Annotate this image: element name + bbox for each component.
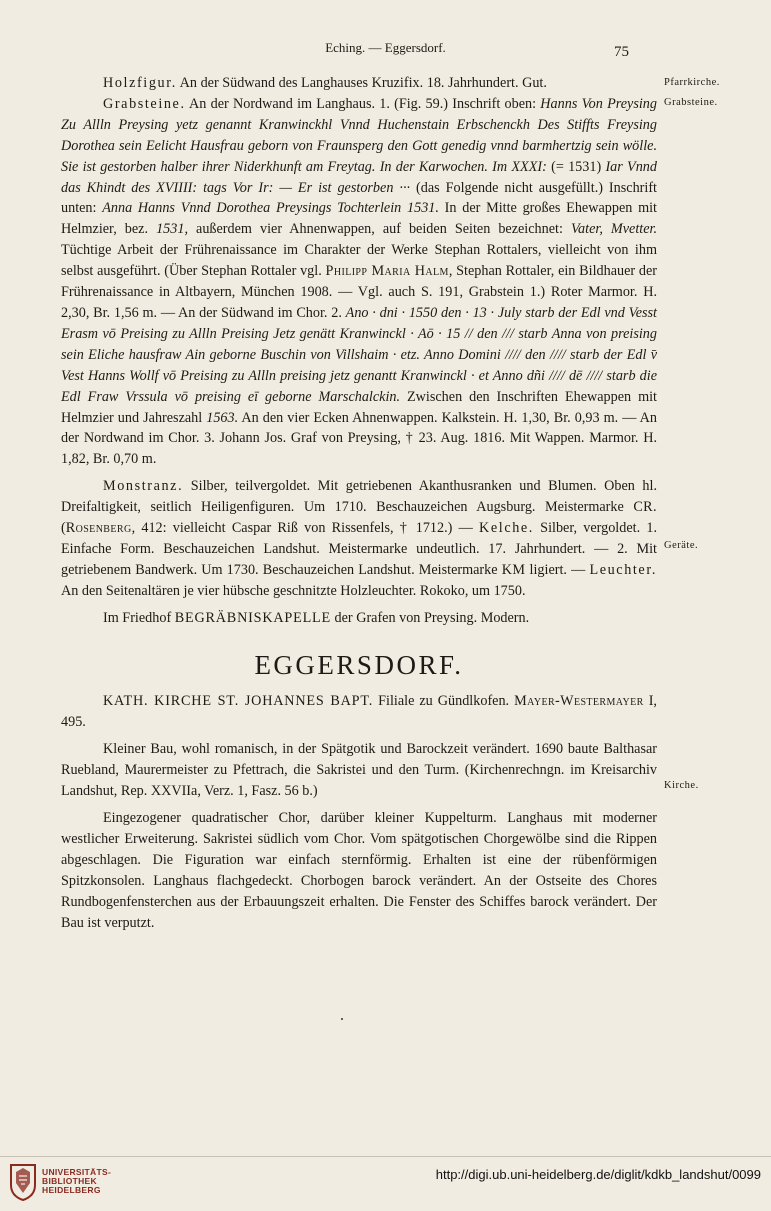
monstranz-label: Monstranz. xyxy=(103,478,184,495)
margin-note-geraete: Geräte. xyxy=(664,540,699,551)
paragraph-bau-2: Eingezogener quadratischer Chor, darüber kleiner Kuppelturm. Langhaus mit moderner westlicher Erweiterung. Sakristei südlich vom Chor. Vom spätgotischen Chorgewölbe sind die Rippen abgeschlagen. Die Figuration war einfach sternförmig. Erhalten ist eine der rübenförmigen Spitzkonsolen. Langhaus flachgedeckt. Chorbogen barock verändert. An der Ostseite des Chores Rundbogenfensterchen aus der Erbauungszeit erhalten. Die Fenster des Schiffes barock verändert. Der Bau ist verputzt. xyxy=(61,810,657,931)
friedhof-label: BEGRÄBNISKAPELLE xyxy=(174,609,331,626)
kelche-label: Kelche. xyxy=(479,520,534,537)
paragraph-monstranz xyxy=(61,476,657,601)
page-number: 75 xyxy=(614,44,629,60)
paragraph-grabsteine xyxy=(61,94,657,470)
monstranz-text-3: , 412: vielleicht Caspar Riß von Rissenfels, † 1712.) — xyxy=(131,520,480,537)
holzfigur-text: An der Südwand des Langhauses Kruzifix. 18. Jahrhundert. Gut. xyxy=(176,75,547,91)
margin-note-kirche: Kirche. xyxy=(664,780,699,791)
leuchter-label: Leuchter. xyxy=(589,561,658,578)
kirche-text: Filiale zu Gündlkofen. xyxy=(373,693,515,710)
library-name xyxy=(42,1168,111,1195)
paragraph-kirche xyxy=(61,691,657,733)
paragraph-bau-1: Kleiner Bau, wohl romanisch, in der Spätgotik und Barockzeit verändert. 1690 baute Balthasar Ruebland, Maurermeister zu Pfettrach, die Sakristei und den Turm. (Kirchenrechngn. im Kreisarchiv Landshut, Rep. XXVIIa, Verz. 1, Fasz. 56 b.) xyxy=(61,741,657,800)
library-line-1: UNIVERSITÄTS- xyxy=(42,1167,112,1177)
text-5: Zwischen den Inschriften Ehewappen mit Helmzier und Jahreszahl xyxy=(61,388,658,426)
leuchter-text: An den Seitenaltären je vier hübsche geschnitzte Holzleuchter. Rokoko, um 1750. xyxy=(61,582,526,599)
author-rosenberg: Rosenberg xyxy=(65,520,132,537)
grabsteine-intro: An der Nordwand im Langhaus. 1. (Fig. 59.) Inschrift oben: xyxy=(185,95,541,112)
inscription-3: Anna Hanns Vnnd Dorothea Preysings Tochterlein 1531. xyxy=(102,200,439,217)
grabsteine-label: Grabsteine. xyxy=(103,95,186,112)
monstranz-text-1: Silber, teilvergoldet. Mit getriebenen Akanthusranken und Blumen. Oben hl. Dreifaltigkeit, seitlich Heiligenfiguren. Um 1710. Beschauzeichen Augsburg. Meistermarke xyxy=(61,478,657,516)
paragraph-friedhof xyxy=(61,608,657,629)
text-1: In der Mitte großes Ehewappen mit Helmzier, bez. xyxy=(61,200,657,238)
year-1563: 1563. xyxy=(206,409,239,426)
section-title: EGGERSDORF. xyxy=(254,649,464,680)
running-head: Eching. — Eggersdorf. xyxy=(325,40,446,55)
footer-divider xyxy=(0,1156,771,1157)
text-2: außerdem vier Ahnenwappen, auf beiden Seiten bezeichnet: xyxy=(187,221,571,238)
friedhof-text-1: Im Friedhof xyxy=(103,609,175,626)
ink-speck xyxy=(341,1018,343,1020)
holzfigur-label: Holzfigur. xyxy=(103,75,177,91)
digitization-url-link[interactable]: http://digi.ub.uni-heidelberg.de/diglit/kdkb_landshut/0099 xyxy=(435,1167,761,1182)
body-text xyxy=(61,73,657,933)
friedhof-text-2: der Grafen von Preysing. Modern. xyxy=(330,609,530,626)
margin-note-grabsteine: Grabsteine. xyxy=(664,97,718,108)
author-halm: Philipp Maria Halm xyxy=(325,263,449,280)
year-1531: 1531, xyxy=(156,221,188,238)
library-line-2: BIBLIOTHEK xyxy=(42,1176,97,1186)
inscription-2-note: (das Folgende nicht ausgefüllt.) Inschrift unten: xyxy=(61,179,657,217)
margin-note-pfarrkirche: Pfarrkirche. xyxy=(664,77,720,88)
kirche-ref: I, 495. xyxy=(61,693,657,731)
kelche-text-2: ligiert. — xyxy=(525,561,590,578)
text-6: An den vier Ecken Ahnenwappen. Kalkstein. H. 1,30, Br. 0,93 m. — An der Nordwand im Chor. 3. Johann Jos. Graf von Preysing, † 23. Aug. 1816. Mit Wappen. Marmor. H. 1,82, Br. 0,70 m. xyxy=(61,409,657,468)
author-mayer: Mayer-Westermayer xyxy=(514,693,644,710)
inscription-4: Ano · dni · 1550 den · 13 · July starb der Edl vnd Vesst Erasm vō Preising zu Allln Preising Jetz genätt Kranwinckl · Aō · 15 // den /// starb Anna von preising sein Eliche hausfraw Ain geborne Buschin von Villshaim · etz. Anno Domini //// den //// starb der Edl v̄ Vest Hanns Wollf vō Preising zu Allln preising jetz genantt Kranwinckl · et Anno dñi //// dē //// starb die Edl Fraw Vrssula vō preising eī geborne Marschalckin. xyxy=(61,304,657,405)
vater-mvetter: Vater, Mvetter. xyxy=(570,221,657,238)
inscription-1: Hanns Von Preysing Zu Allln Preysing yetz genannt Kranwinckhl Vnnd Huchenstain Erbschenckh Des Stiffts Freysing Dorothea sein Eelicht Hausfrau geborn von Fraunsperg den Gott genedig vnnd barmhertzig sein wölle. Sie ist gestorben halber ihrer Niderkhunft am Freytag. In der Karwochen. Im XXXI: xyxy=(61,95,657,175)
monstranz-text-2: ( xyxy=(61,520,66,537)
library-seal-icon xyxy=(8,1163,38,1201)
kirche-label: KATH. KIRCHE ST. JOHANNES BAPT. xyxy=(103,693,374,710)
paragraph-holzfigur xyxy=(61,73,657,94)
inscription-1-note: (= 1531) xyxy=(546,158,606,175)
mark-cr: CR. xyxy=(633,499,657,516)
library-line-3: HEIDELBERG xyxy=(42,1185,101,1195)
mark-km: KM xyxy=(501,561,526,578)
text-3: Tüchtige Arbeit der Frührenaissance im Charakter der Werke Stephan Rottalers, vielleicht von ihm selbst ausgeführt. (Über Stephan Rottaler vgl. xyxy=(61,242,657,280)
text-4: , Stephan Rottaler, ein Bildhauer der Frührenaissance in Altbayern, München 1908. — Vgl. auch S. 191, Grabstein 1.) Roter Marmor. H. 2,30, Br. 1,56 m. — An der Südwand im Chor. 2. xyxy=(61,263,658,321)
kelche-text: Silber, vergoldet. 1. Einfache Form. Beschauzeichen Landshut. Meistermarke undeutlich. 17. Jahrhundert. — 2. Mit getriebenem Bandwerk. Um 1730. Beschauzeichen Landshut. Meistermarke xyxy=(61,520,657,578)
inscription-2: Iar Vnnd das Khindt des XVIIII: tags Vor Ir: — Er ist gestorben ··· xyxy=(61,158,657,196)
